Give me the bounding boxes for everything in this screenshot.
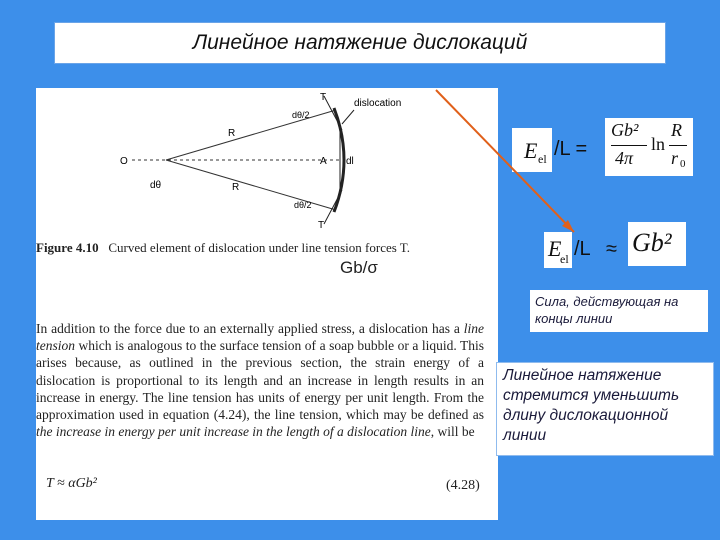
equation-line-tension: T ≈ αGb² — [46, 476, 97, 491]
caption-force: Сила, действующая на концы линии — [530, 290, 708, 332]
formula-gb2: Gb² — [611, 120, 639, 140]
formula-e-sub: el — [538, 152, 547, 166]
formula-e: E — [524, 138, 538, 163]
label-dl: dl — [346, 156, 354, 167]
label-point-a: A — [320, 156, 327, 167]
slide-title: Линейное натяжение дислокаций — [192, 31, 528, 54]
paragraph-part-3: , will be — [430, 424, 475, 440]
formula-r: R — [671, 120, 682, 140]
formula-4pi: 4π — [615, 148, 634, 168]
label-t-bottom: T — [318, 220, 325, 231]
label-r-bottom: R — [232, 182, 240, 193]
paragraph-part-1: In addition to the force due to an externally applied stress, a dislocation has a — [36, 321, 464, 336]
label-dtheta-half-top: dθ/2 — [292, 110, 310, 120]
formula-approx-e: E — [548, 236, 562, 261]
formula-approx-sign: ≈ — [606, 238, 617, 260]
label-origin: O — [120, 156, 128, 167]
caption-tension: Линейное натяжение стремится уменьшить длину дислокационной линии — [496, 362, 714, 456]
figure-caption-number: Figure 4.10 — [36, 240, 99, 255]
formula-per-l-eq: /L = — [554, 138, 588, 160]
label-dtheta: dθ — [150, 180, 162, 191]
label-dislocation: dislocation — [354, 98, 402, 109]
formula-per-l: /L — [574, 238, 591, 260]
label-t-top: T — [320, 92, 327, 103]
label-r-top: R — [228, 128, 236, 139]
paragraph-part-2: which is analogous to the surface tension of a soap bubble or a liquid. This arises because, as outlined in the previous section, the strain energy of a dislocation is proportional to its length and an increase in length results in an increase in energy. The line tension has units of energy per unit length. From the approximation used in equation (4.24), the line tension, which may be defined as — [36, 338, 484, 423]
equation-number: (4.28) — [446, 478, 480, 493]
paragraph-term: line tension — [36, 321, 484, 354]
label-dtheta-half-bottom: dθ/2 — [294, 200, 312, 210]
paragraph-definition: the increase in energy per unit increase in the length of a dislocation line — [36, 424, 431, 440]
formula-ln: ln — [651, 134, 666, 154]
orange-pointer-arrow — [436, 90, 574, 232]
formula-approx-e-sub: el — [560, 252, 569, 266]
formula-r0: r — [671, 148, 679, 168]
gb-over-sigma-label: Gb/σ — [340, 258, 378, 277]
formula-gb2-approx: Gb² — [632, 228, 672, 257]
figure-caption-text: Curved element of dislocation under line tension forces T. — [108, 240, 411, 255]
formula-r0-sub: 0 — [680, 158, 686, 170]
